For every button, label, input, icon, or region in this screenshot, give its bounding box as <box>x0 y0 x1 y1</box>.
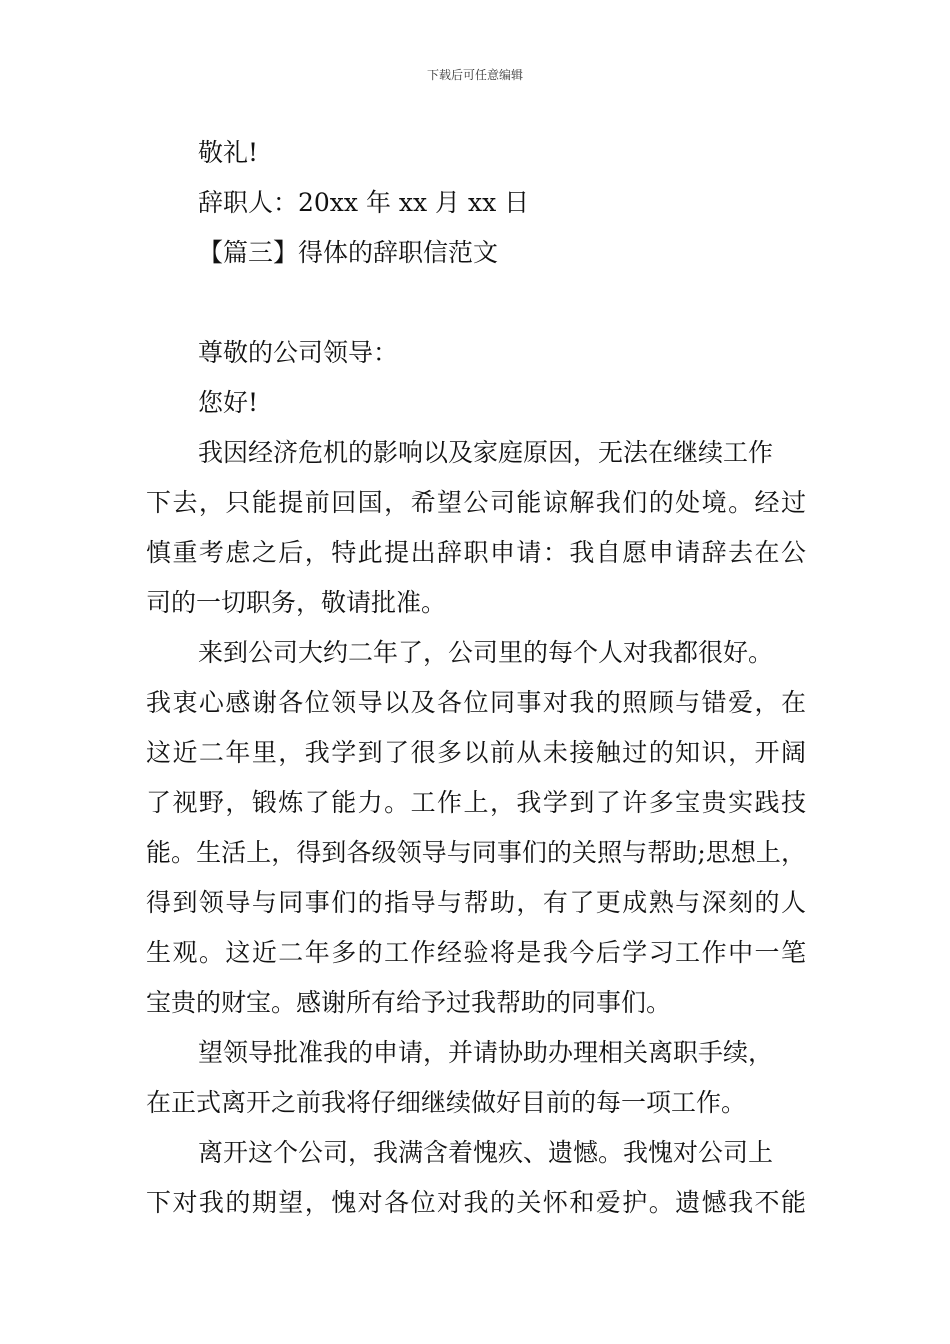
signature-line: 辞职人：20xx 年 xx 月 xx 日 <box>198 188 530 217</box>
blank-line <box>146 278 806 328</box>
closing-salute: 敬礼! <box>198 138 259 167</box>
letter-greeting: 尊敬的公司领导： <box>198 338 399 367</box>
paragraph-line: 望领导批准我的申请，并请协助办理相关离职手续， <box>198 1038 774 1067</box>
paragraph-line: 能。生活上，得到各级领导与同事们的关照与帮助;思想上， <box>146 838 806 867</box>
paragraph-line: 我衷心感谢各位领导以及各位同事对我的照顾与错爱，在 <box>146 688 806 717</box>
paragraph-line: 下对我的期望，愧对各位对我的关怀和爱护。遗憾我不能 <box>146 1188 806 1217</box>
letter-hello: 您好! <box>198 388 259 417</box>
paragraph-line: 慎重考虑之后，特此提出辞职申请：我自愿申请辞去在公 <box>146 538 806 567</box>
paragraph-line: 在正式离开之前我将仔细继续做好目前的每一项工作。 <box>146 1088 747 1117</box>
document-body <box>146 128 806 1228</box>
paragraph-line: 宝贵的财宝。感谢所有给予过我帮助的同事们。 <box>146 988 672 1017</box>
paragraph-line: 来到公司大约二年了，公司里的每个人对我都很好。 <box>198 638 774 667</box>
paragraph-line: 下去，只能提前回国，希望公司能谅解我们的处境。经过 <box>146 488 806 517</box>
paragraph-line: 离开这个公司，我满含着愧疚、遗憾。我愧对公司上 <box>198 1138 774 1167</box>
paragraph-line: 生观。这近二年多的工作经验将是我今后学习工作中一笔 <box>146 938 806 967</box>
paragraph-line: 我因经济危机的影响以及家庭原因，无法在继续工作 <box>198 438 774 467</box>
paragraph-line: 这近二年里，我学到了很多以前从未接触过的知识，开阔 <box>146 738 806 767</box>
page-header-note: 下载后可任意编辑 <box>426 68 523 82</box>
paragraph-line: 了视野，锻炼了能力。工作上，我学到了许多宝贵实践技 <box>146 788 806 817</box>
paragraph-line: 得到领导与同事们的指导与帮助，有了更成熟与深刻的人 <box>146 888 806 917</box>
paragraph-line: 司的一切职务，敬请批准。 <box>146 588 447 617</box>
section-heading: 【篇三】得体的辞职信范文 <box>198 238 499 267</box>
